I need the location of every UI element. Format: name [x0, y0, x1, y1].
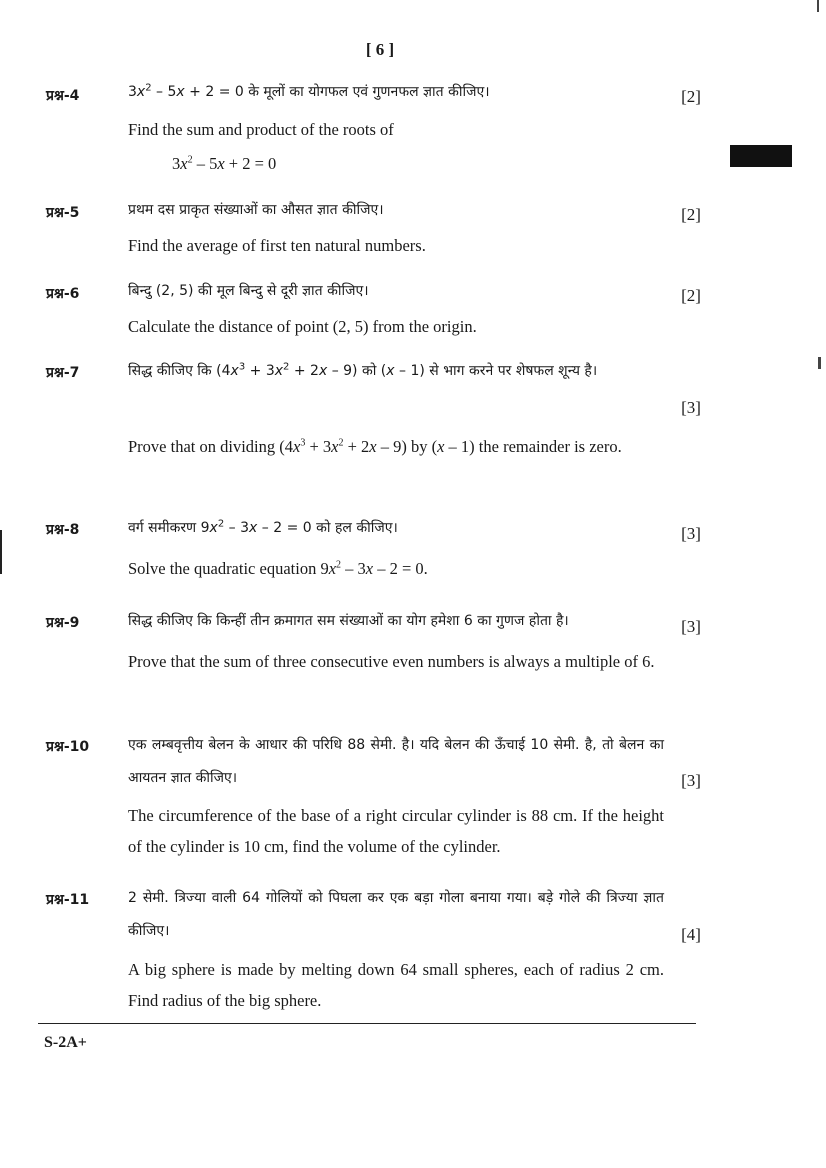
question-text-hindi: सिद्ध कीजिए कि किन्हीं तीन क्रमागत सम संख्याओं का योग हमेशा 6 का गुणज होता है। — [128, 613, 569, 629]
question-text-hindi: प्रथम दस प्राकृत संख्याओं का औसत ज्ञात कीजिए। — [128, 202, 384, 218]
scan-edge-mark — [818, 357, 821, 369]
question-label: प्रश्न-4 — [46, 88, 80, 104]
question-text-english: Find the average of first ten natural numbers. — [128, 236, 426, 255]
question-text-english: Prove that the sum of three consecutive even numbers is always a multiple of 6. — [128, 652, 655, 671]
question-text-english: A big sphere is made by melting down 64 small spheres, each of radius 2 cm. Find radius of the big sphere. — [128, 960, 664, 1010]
footer-code: S-2A+ — [44, 1034, 87, 1051]
question-text-english: The circumference of the base of a right circular cylinder is 88 cm. If the height of the cylinder is 10 cm, find the volume of the cylinder. — [128, 806, 664, 856]
question-text-hindi: बिन्दु (2, 5) की मूल बिन्दु से दूरी ज्ञात कीजिए। — [128, 283, 369, 299]
question-text-english: Solve the quadratic equation $9x^2 - 3x - 2 = 0$. — [128, 559, 428, 578]
page-number: [ 6 ] — [365, 40, 395, 59]
question-text-hindi: 2 सेमी. त्रिज्या वाली 64 गोलियों को पिघला कर एक बड़ा गोला बनाया गया। बड़े गोले की त्रिज्या ज्ञात कीजिए। — [128, 890, 664, 939]
question-marks: [2] — [681, 205, 701, 224]
question-label: प्रश्न-5 — [46, 205, 80, 221]
question-marks: [2] — [681, 286, 701, 305]
question-text-hindi: सिद्ध कीजिए कि $(4x^3 + 3x^2 + 2x - 9)$ को (x – 1) से भाग करने पर शेषफल शून्य है। — [128, 361, 598, 379]
question-text-hindi: एक लम्बवृत्तीय बेलन के आधार की परिधि 88 सेमी. है। यदि बेलन की ऊँचाई 10 सेमी. है, तो बेलन का आयतन ज्ञात कीजिए। — [128, 737, 664, 786]
question-label: प्रश्न-9 — [46, 615, 80, 631]
question-label: प्रश्न-6 — [46, 286, 80, 302]
question-marks: [3] — [681, 398, 701, 417]
question-equation: $3x^2 - 5x + 2 = 0$ — [172, 154, 277, 173]
question-marks: [3] — [681, 617, 701, 636]
footer-divider — [38, 1023, 696, 1024]
question-label: प्रश्न-11 — [46, 892, 90, 908]
scan-margin-line — [0, 530, 2, 574]
question-marks: [3] — [681, 771, 701, 790]
scan-edge-mark — [817, 0, 819, 12]
question-marks: [4] — [681, 925, 701, 944]
question-label: प्रश्न-10 — [46, 739, 90, 755]
question-marks: [3] — [681, 524, 701, 543]
question-label: प्रश्न-7 — [46, 365, 80, 381]
question-marks: [2] — [681, 87, 701, 106]
question-text-english: Find the sum and product of the roots of — [128, 120, 394, 139]
question-text-english: Calculate the distance of point (2, 5) from the origin. — [128, 317, 477, 336]
question-text-english: Prove that on dividing $(4x^3 + 3x^2 + 2x - 9)$ by (x – 1) the remainder is zero. — [128, 437, 622, 456]
question-text-hindi: $3x^2 - 5x + 2 = 0$ के मूलों का योगफल एवं गुणनफल ज्ञात कीजिए। — [128, 82, 490, 100]
question-text-hindi: वर्ग समीकरण $9x^2 - 3x - 2 = 0$ को हल कीजिए। — [128, 518, 398, 536]
redaction-mark — [730, 145, 792, 167]
question-label: प्रश्न-8 — [46, 522, 80, 538]
